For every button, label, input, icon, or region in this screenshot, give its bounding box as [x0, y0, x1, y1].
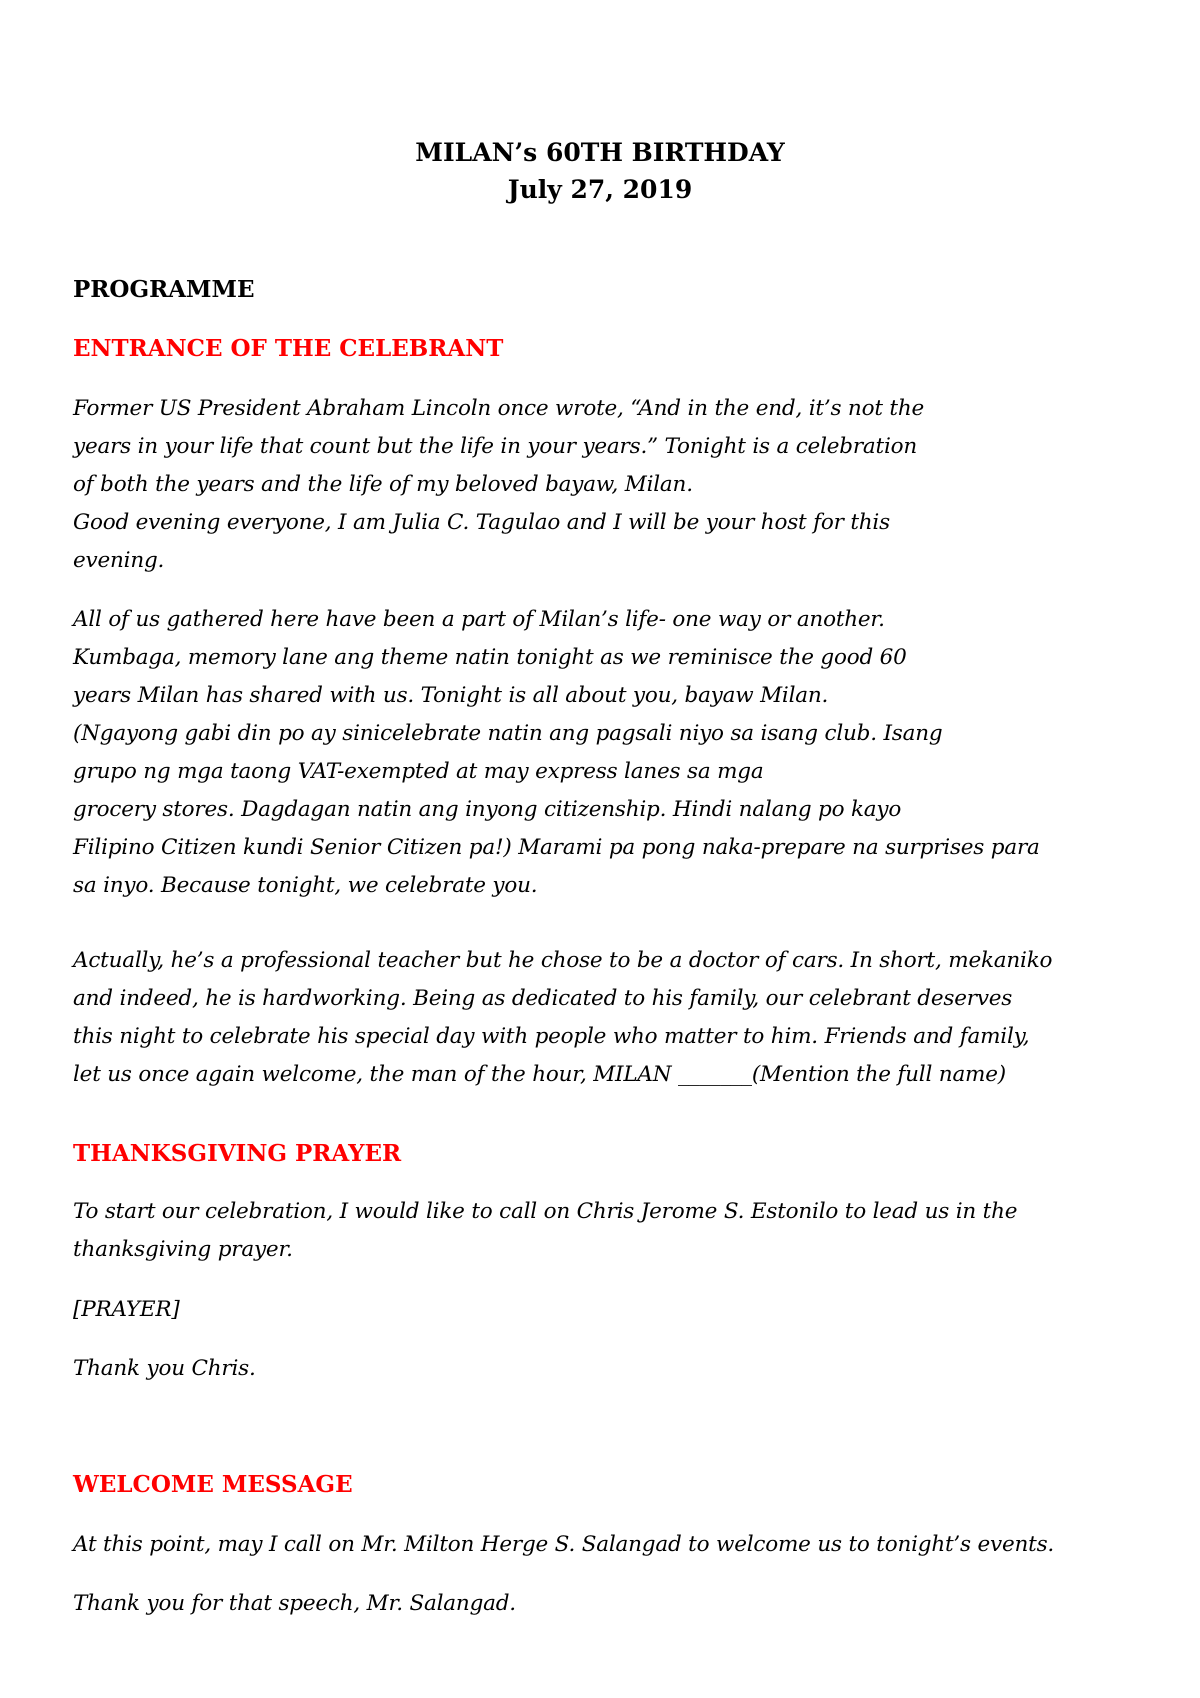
paragraph-line: Thank you for that speech, Mr. Salangad. — [73, 1591, 516, 1616]
paragraph-line: and indeed, he is hardworking. Being as dedicated to his family, our celebrant deserves — [73, 986, 1013, 1011]
paragraph-line: At this point, may I call on Mr. Milton Herge S. Salangad to welcome us to tonight’s events. — [73, 1532, 1055, 1557]
paragraph-line: Filipino Citizen kundi Senior Citizen pa!) Marami pa pong naka-prepare na surprises para — [73, 835, 1040, 860]
paragraph-line: Thank you Chris. — [73, 1356, 256, 1381]
paragraph-line: this night to celebrate his special day with people who matter to him. Friends and family, — [73, 1024, 1030, 1049]
paragraph-line: years Milan has shared with us. Tonight is all about you, bayaw Milan. — [73, 683, 829, 708]
paragraph-line: sa inyo. Because tonight, we celebrate you. — [73, 873, 538, 898]
paragraph-line: Former US President Abraham Lincoln once wrote, “And in the end, it’s not the — [73, 396, 925, 421]
section-heading-welcome: WELCOME MESSAGE — [73, 1471, 353, 1498]
paragraph-line: Good evening everyone, I am Julia C. Tagulao and I will be your host for this — [73, 510, 890, 535]
programme-label: PROGRAMME — [73, 276, 255, 303]
paragraph-line: (Ngayong gabi din po ay sinicelebrate natin ang pagsali niyo sa isang club. Isang — [73, 721, 943, 746]
paragraph-line: years in your life that count but the life in your years.” Tonight is a celebration — [73, 434, 918, 459]
section-heading-prayer: THANKSGIVING PRAYER — [73, 1140, 402, 1167]
paragraph-line: Kumbaga, memory lane ang theme natin tonight as we reminisce the good 60 — [73, 645, 907, 670]
section-heading-entrance: ENTRANCE OF THE CELEBRANT — [73, 335, 504, 362]
paragraph-line: of both the years and the life of my beloved bayaw, Milan. — [73, 472, 693, 497]
document-title: MILAN’s 60TH BIRTHDAY — [415, 138, 785, 167]
paragraph-line: evening. — [73, 548, 165, 573]
paragraph-line: [PRAYER] — [73, 1297, 180, 1322]
event-date: July 27, 2019 — [507, 175, 693, 204]
paragraph-line: grocery stores. Dagdagan natin ang inyong citizenship. Hindi nalang po kayo — [73, 797, 902, 822]
paragraph-line: All of us gathered here have been a part of Milan’s life- one way or another. — [73, 607, 885, 632]
paragraph-line: To start our celebration, I would like to call on Chris Jerome S. Estonilo to lead us in the — [73, 1199, 1018, 1224]
paragraph-line: thanksgiving prayer. — [73, 1237, 293, 1262]
paragraph-line: grupo ng mga taong VAT-exempted at may express lanes sa mga — [73, 759, 764, 784]
paragraph-line: Actually, he’s a professional teacher but he chose to be a doctor of cars. In short, mekaniko — [73, 948, 1053, 973]
paragraph-line: let us once again welcome, the man of the hour, MILAN _______(Mention the full name) — [73, 1062, 1006, 1087]
